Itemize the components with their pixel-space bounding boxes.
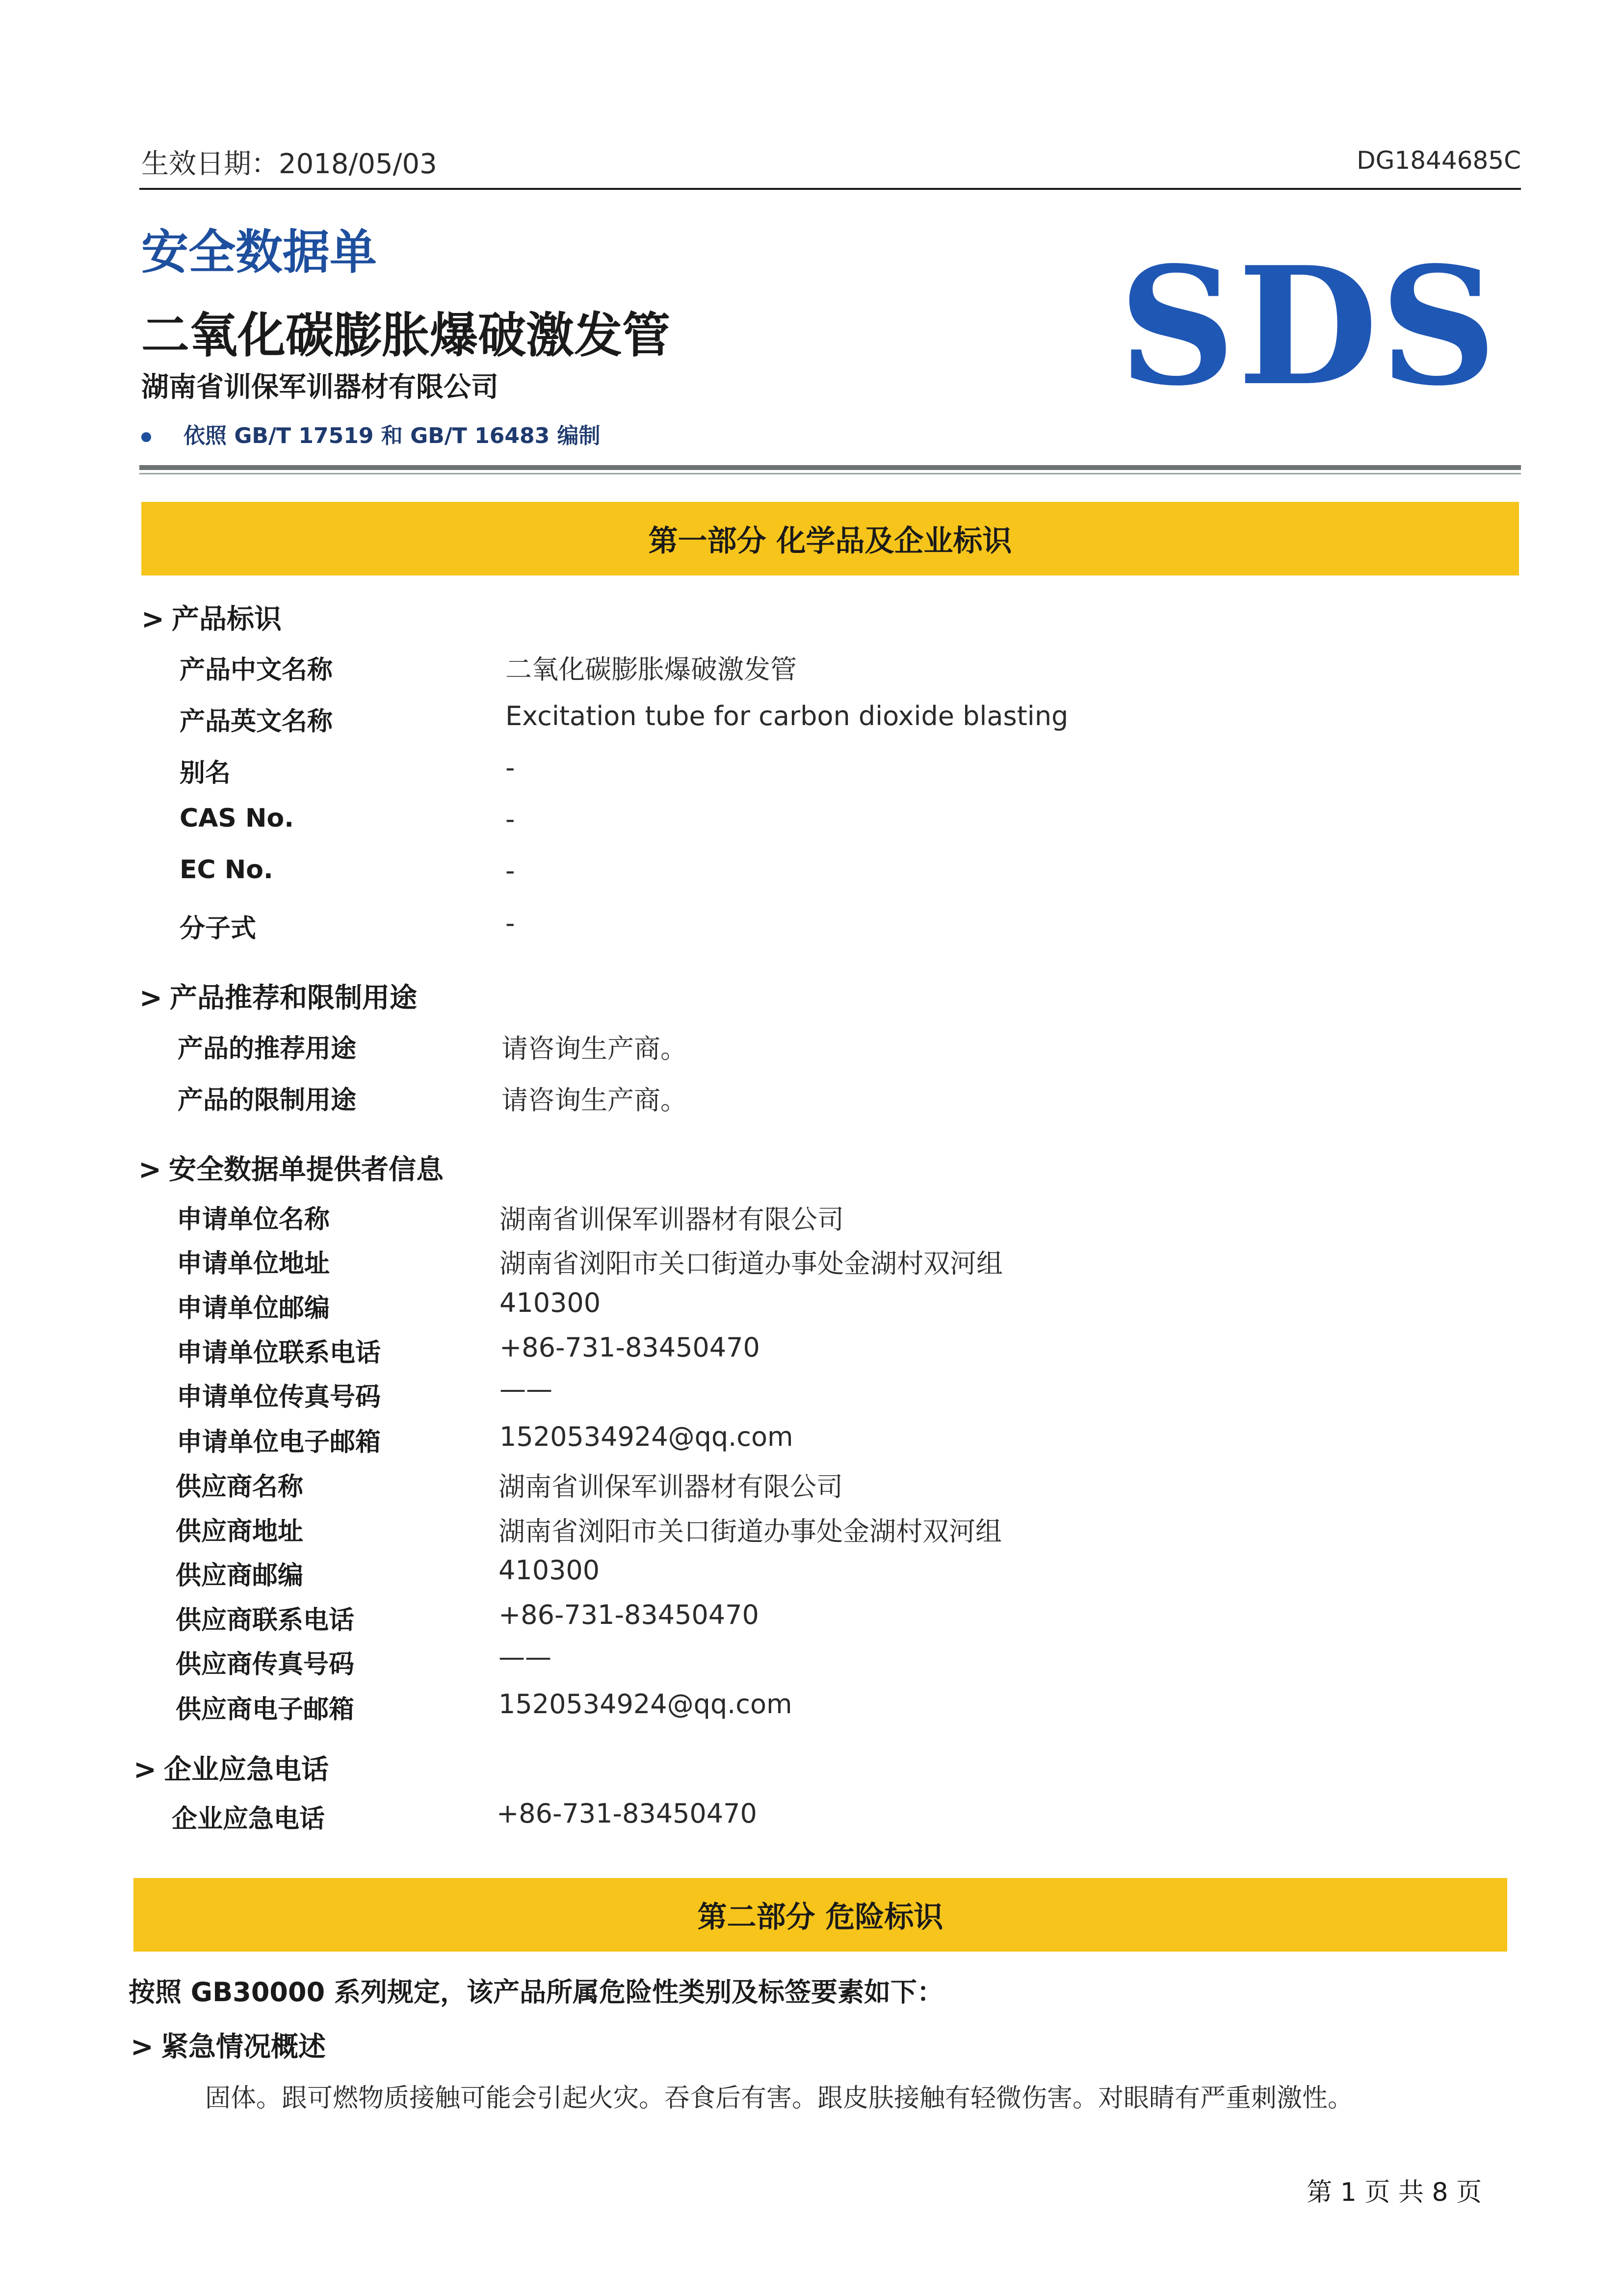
row-label: 供应商传真号码 — [176, 1650, 355, 1679]
section-banner-part2-label: 第二部分 危险标识 — [697, 1900, 943, 1934]
page-number: 第 1 页 共 8 页 — [1307, 2178, 1482, 2207]
row-label: 申请单位邮编 — [177, 1294, 330, 1323]
header-divider — [139, 188, 1521, 190]
row-value: - — [505, 908, 515, 939]
row-value: 410300 — [498, 1555, 600, 1586]
row-value: - — [505, 804, 515, 835]
row-value: - — [505, 855, 515, 886]
row-value: 请咨询生产商。 — [501, 1033, 687, 1064]
chevron-right-icon: > — [141, 603, 164, 635]
subheading-supplier-info-label: 安全数据单提供者信息 — [169, 1154, 444, 1186]
company-name: 湖南省训保军训器材有限公司 — [141, 371, 498, 403]
subheading-usage-label: 产品推荐和限制用途 — [170, 982, 417, 1014]
row-label: 申请单位传真号码 — [177, 1383, 381, 1412]
subheading-usage — [139, 976, 417, 1016]
subheading-product-id — [141, 598, 282, 637]
row-label: 供应商地址 — [176, 1517, 304, 1546]
row-label: CAS No. — [180, 804, 294, 833]
row-value: 湖南省训保军训器材有限公司 — [498, 1471, 843, 1502]
title-rule-thick — [139, 465, 1521, 470]
row-label: 申请单位联系电话 — [177, 1338, 381, 1368]
subheading-emergency-label: 企业应急电话 — [164, 1754, 329, 1786]
row-value: +86-731-83450470 — [497, 1798, 757, 1829]
row-label: 产品的推荐用途 — [178, 1034, 357, 1064]
row-label: 供应商电子邮箱 — [176, 1695, 355, 1724]
row-value: 湖南省训保军训器材有限公司 — [499, 1204, 844, 1235]
hazard-intro: 按照 GB30000 系列规定，该产品所属危险性类别及标签要素如下： — [129, 1977, 943, 2008]
row-value: 请咨询生产商。 — [501, 1085, 687, 1116]
row-value: 湖南省浏阳市关口街道办事处金湖村双河组 — [498, 1516, 1002, 1547]
standard-note — [141, 418, 601, 449]
chevron-right-icon: > — [133, 1754, 157, 1786]
row-value: 410300 — [499, 1287, 601, 1318]
document-code: DG1844685C — [1357, 146, 1521, 175]
subheading-emergency-overview-label: 紧急情况概述 — [161, 2031, 326, 2063]
row-value: —— — [499, 1374, 552, 1405]
row-label: 供应商名称 — [176, 1472, 304, 1502]
subheading-product-id-label: 产品标识 — [172, 603, 282, 635]
chevron-right-icon: > — [139, 982, 162, 1014]
row-label: 分子式 — [180, 914, 257, 943]
row-label: 产品的限制用途 — [178, 1086, 357, 1115]
subheading-emergency — [133, 1748, 329, 1787]
row-value: - — [505, 752, 515, 783]
emergency-overview-text: 固体。跟可燃物质接触可能会引起火灾。吞食后有害。跟皮肤接触有轻微伤害。对眼睛有严重刺激性。 — [205, 2084, 1354, 2113]
row-label: 产品中文名称 — [180, 655, 333, 685]
row-label: 产品英文名称 — [180, 707, 333, 736]
section-banner-part1-label: 第一部分 化学品及企业标识 — [648, 524, 1012, 558]
row-value: +86-731-83450470 — [499, 1332, 760, 1363]
section-banner-part1 — [141, 502, 1519, 575]
chevron-right-icon: > — [138, 1154, 161, 1186]
effective-date: 生效日期：2018/05/03 — [141, 148, 437, 180]
row-label: 企业应急电话 — [172, 1804, 325, 1834]
row-value: 二氧化碳膨胀爆破激发管 — [505, 654, 797, 685]
section-banner-part2 — [133, 1878, 1507, 1952]
chevron-right-icon: > — [131, 2031, 154, 2063]
row-value: 湖南省浏阳市关口街道办事处金湖村双河组 — [499, 1248, 1003, 1279]
product-name-heading: 二氧化碳膨胀爆破激发管 — [141, 308, 671, 364]
row-label: EC No. — [180, 855, 273, 885]
row-value: —— — [498, 1642, 551, 1672]
row-label: 申请单位地址 — [177, 1249, 330, 1278]
row-value: 1520534924@qq.com — [499, 1421, 793, 1452]
row-label: 供应商联系电话 — [176, 1606, 355, 1635]
row-value: +86-731-83450470 — [498, 1599, 759, 1630]
sds-logo: SDS — [1119, 231, 1499, 421]
subheading-supplier-info — [138, 1148, 444, 1187]
row-label: 申请单位名称 — [177, 1205, 330, 1234]
standard-text: 依照 GB/T 17519 和 GB/T 16483 编制 — [183, 423, 601, 448]
row-label: 申请单位电子邮箱 — [177, 1428, 381, 1457]
bullet-icon — [141, 432, 151, 442]
row-value: Excitation tube for carbon dioxide blasting — [505, 701, 1069, 731]
row-label: 别名 — [180, 758, 231, 788]
row-label: 供应商邮编 — [176, 1561, 304, 1591]
row-value: 1520534924@qq.com — [498, 1689, 792, 1720]
page-title: 安全数据单 — [141, 225, 377, 280]
title-rule-thin — [139, 473, 1521, 474]
subheading-emergency-overview — [131, 2025, 326, 2064]
